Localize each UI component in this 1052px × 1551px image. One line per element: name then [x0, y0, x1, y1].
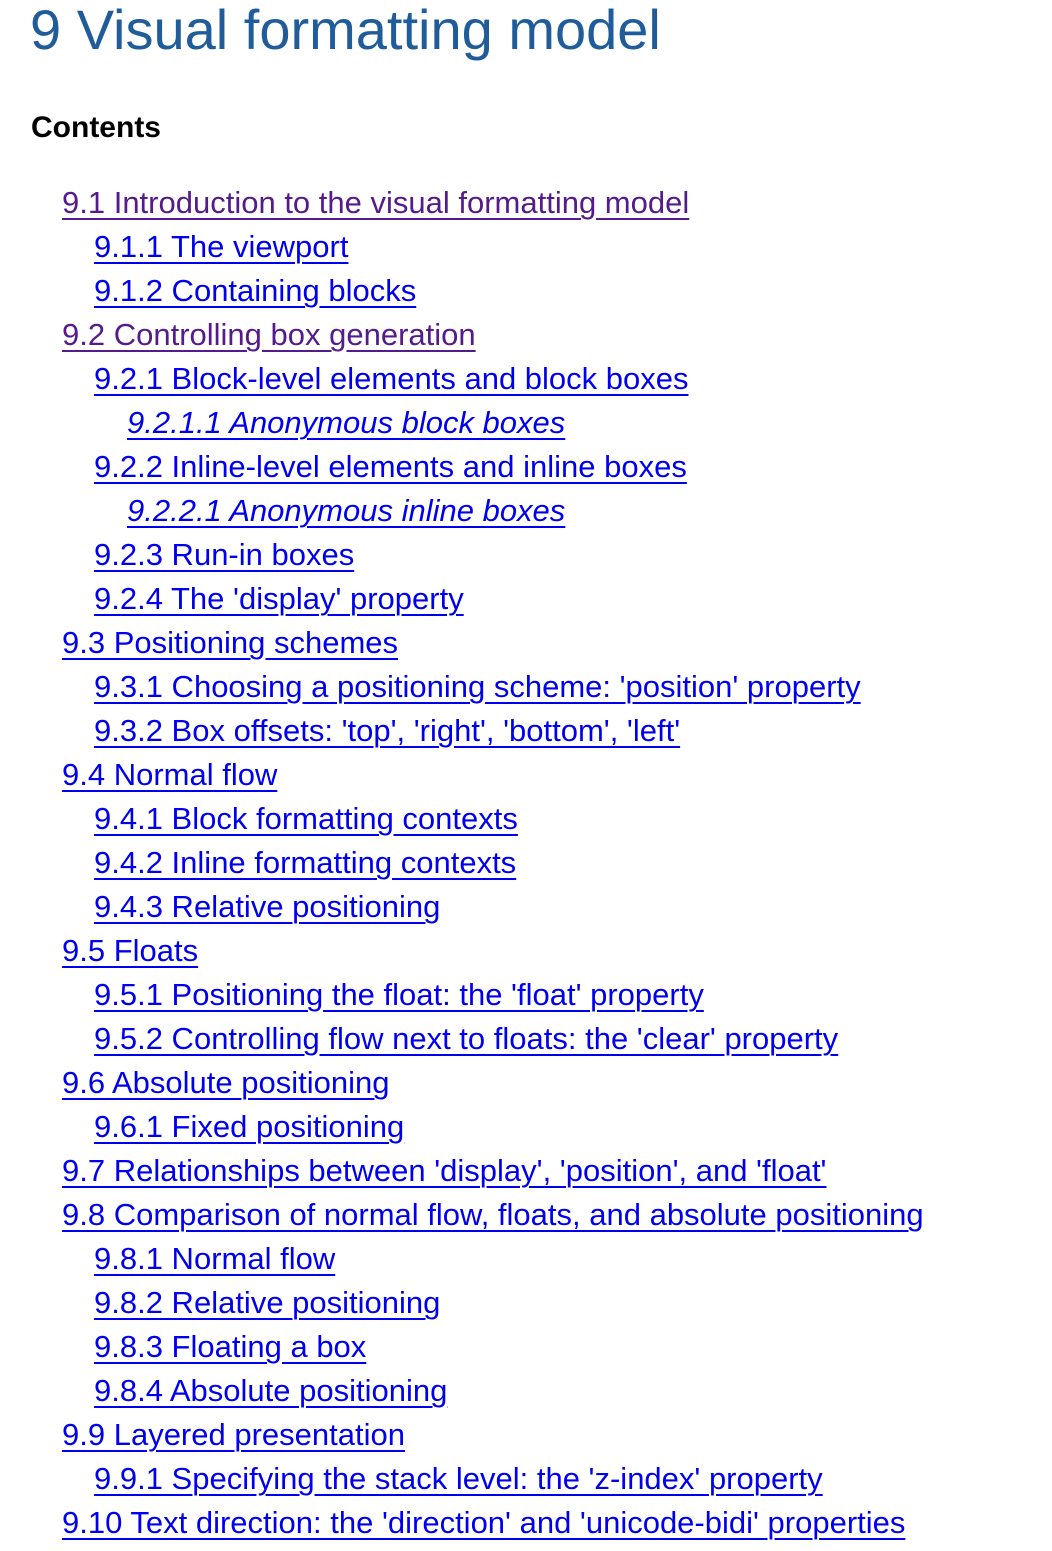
toc-item	[0, 1237, 1052, 1281]
toc-item	[0, 269, 1052, 313]
toc-link[interactable]: 9.5 Floats	[62, 933, 199, 968]
page-title: 9 Visual formatting model	[30, 0, 661, 61]
toc-link[interactable]: 9.2.2 Inline-level elements and inline boxes	[94, 449, 687, 484]
toc-link[interactable]: 9.3 Positioning schemes	[62, 625, 399, 660]
toc-item	[0, 313, 1052, 357]
toc-item	[0, 1325, 1052, 1369]
toc-item	[0, 797, 1052, 841]
toc-item	[0, 1149, 1052, 1193]
toc-link[interactable]: 9.2 Controlling box generation	[62, 317, 476, 352]
toc-item	[0, 533, 1052, 577]
toc-link[interactable]: 9.8.4 Absolute positioning	[94, 1373, 448, 1408]
toc-item	[0, 885, 1052, 929]
toc-link[interactable]: 9.2.2.1 Anonymous inline boxes	[127, 493, 566, 528]
toc-item	[0, 181, 1052, 225]
toc-link[interactable]: 9.9 Layered presentation	[62, 1417, 405, 1452]
toc-item	[0, 621, 1052, 665]
toc-link[interactable]: 9.4.3 Relative positioning	[94, 889, 441, 924]
toc-link[interactable]: 9.2.4 The 'display' property	[94, 581, 464, 616]
toc-item	[0, 1457, 1052, 1501]
toc-link[interactable]: 9.2.1.1 Anonymous block boxes	[127, 405, 566, 440]
toc-link[interactable]: 9.6.1 Fixed positioning	[94, 1109, 405, 1144]
toc-link[interactable]: 9.1.2 Containing blocks	[94, 273, 417, 308]
toc-link[interactable]: 9.5.1 Positioning the float: the 'float' property	[94, 977, 704, 1012]
toc-item	[0, 1017, 1052, 1061]
toc-item	[0, 929, 1052, 973]
toc-item	[0, 1281, 1052, 1325]
toc-link[interactable]: 9.10 Text direction: the 'direction' and 'unicode-bidi' properties	[62, 1505, 906, 1540]
toc-item	[0, 577, 1052, 621]
toc-link[interactable]: 9.8.2 Relative positioning	[94, 1285, 441, 1320]
toc-link[interactable]: 9.1 Introduction to the visual formatting model	[62, 185, 690, 220]
toc-item	[0, 1369, 1052, 1413]
toc-link[interactable]: 9.8.3 Floating a box	[94, 1329, 367, 1364]
toc-item	[0, 841, 1052, 885]
toc-item	[0, 401, 1052, 445]
toc-item	[0, 1501, 1052, 1545]
table-of-contents	[0, 181, 1052, 1545]
toc-link[interactable]: 9.3.2 Box offsets: 'top', 'right', 'bottom', 'left'	[94, 713, 681, 748]
toc-link[interactable]: 9.4.1 Block formatting contexts	[94, 801, 518, 836]
toc-item	[0, 973, 1052, 1017]
toc-item	[0, 1061, 1052, 1105]
toc-item	[0, 665, 1052, 709]
toc-link[interactable]: 9.4 Normal flow	[62, 757, 278, 792]
toc-item	[0, 445, 1052, 489]
toc-link[interactable]: 9.5.2 Controlling flow next to floats: the 'clear' property	[94, 1021, 839, 1056]
toc-link[interactable]: 9.3.1 Choosing a positioning scheme: 'position' property	[94, 669, 861, 704]
toc-item	[0, 1193, 1052, 1237]
toc-link[interactable]: 9.2.1 Block-level elements and block boxes	[94, 361, 689, 396]
contents-heading: Contents	[31, 111, 161, 144]
toc-item	[0, 225, 1052, 269]
toc-link[interactable]: 9.8.1 Normal flow	[94, 1241, 336, 1276]
toc-item	[0, 709, 1052, 753]
toc-item	[0, 753, 1052, 797]
toc-link[interactable]: 9.2.3 Run-in boxes	[94, 537, 355, 572]
toc-link[interactable]: 9.7 Relationships between 'display', 'position', and 'float'	[62, 1153, 827, 1188]
toc-link[interactable]: 9.8 Comparison of normal flow, floats, and absolute positioning	[62, 1197, 924, 1232]
toc-item	[0, 1413, 1052, 1457]
toc-item	[0, 357, 1052, 401]
toc-item	[0, 1105, 1052, 1149]
toc-link[interactable]: 9.1.1 The viewport	[94, 229, 349, 264]
toc-link[interactable]: 9.4.2 Inline formatting contexts	[94, 845, 517, 880]
toc-link[interactable]: 9.9.1 Specifying the stack level: the 'z-index' property	[94, 1461, 823, 1496]
toc-link[interactable]: 9.6 Absolute positioning	[62, 1065, 390, 1100]
toc-item	[0, 489, 1052, 533]
